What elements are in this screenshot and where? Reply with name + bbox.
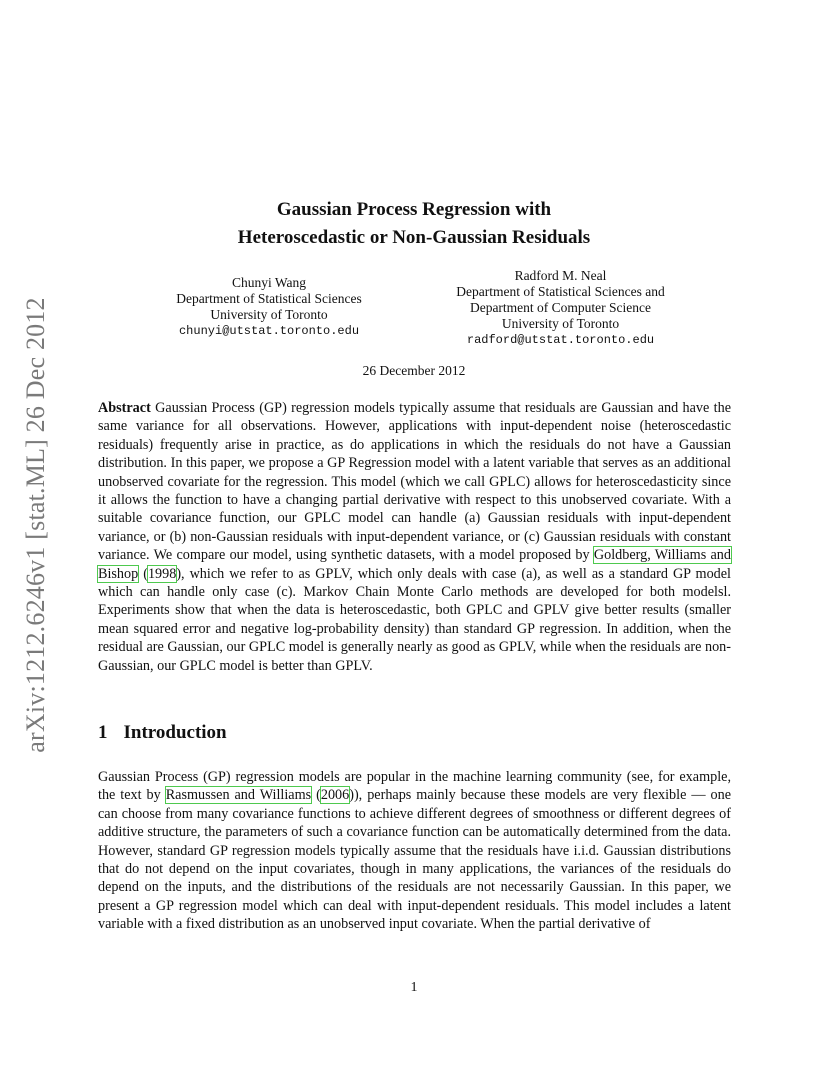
abstract-label: Abstract bbox=[98, 400, 151, 416]
citation-link-rasmussen[interactable]: Rasmussen and Williams bbox=[165, 787, 312, 804]
abstract-text: ( bbox=[138, 565, 148, 582]
author-university: University of Toronto bbox=[501, 316, 620, 331]
citation-year-link[interactable]: 1998 bbox=[147, 565, 177, 582]
abstract-text: Gaussian Process (GP) regression models typically assume that residuals are Gaussian and have the same variance for all observations. However, applications with input-dependent noise (heteroscedastic residuals) frequently arise in practice, as do applications in which the residuals do not have a Gaussian distribution. In this paper, we propose a GP Regression model with a latent variable that serves as an additional unobserved covariate for the regression. This model (which we call GPLC) allows for heteroscedasticity since it allows the function to have a changing partial derivative with respect to this unobserved covariate. With a suitable covariance function, our GPLC model can handle (a) Gaussian residuals with input-dependent variance, or (b) non-Gaussian residuals with input-dependent variance, or (c) Gaussian residuals with constant variance. We compare our model, using synthetic datasets, with a model proposed by bbox=[98, 400, 732, 564]
author-block-2 bbox=[438, 268, 683, 348]
author-department: Department of Statistical Sciences bbox=[176, 291, 362, 306]
author-department: Department of Statistical Sciences and bbox=[456, 284, 665, 299]
intro-text: Gaussian Process (GP) regression models are popular in the machine learning community (see, for example, the text by bbox=[98, 769, 731, 804]
author-university: University of Toronto bbox=[210, 307, 328, 322]
intro-text: )), perhaps mainly because these models are very flexible — one can choose from many covariance functions to achieve different degrees of smoothness or different degrees of additive structure, the parameters of such a covariance function can be automatically determined from the data. However, standard GP regression models typically assume that the residuals have i.i.d. Gaussian distributions that do not depend on the input covariates, though in many applications, the variances of the residuals do depend on the inputs, and the distributions of the residuals are not necessarily Gaussian. In this paper, we present a GP regression model which can deal with input-dependent residuals. This model includes a latent variable with a fixed distribution as an unobserved input covariate. When the partial derivative of bbox=[98, 787, 731, 933]
title-line-1: Gaussian Process Regression with bbox=[276, 199, 552, 220]
intro-text: ( bbox=[311, 787, 321, 804]
author-email: chunyi@utstat.toronto.edu bbox=[178, 324, 360, 338]
author-name: Radford M. Neal bbox=[514, 268, 607, 283]
abstract bbox=[98, 399, 731, 675]
paper-date: 26 December 2012 bbox=[362, 363, 466, 378]
abstract-text: ), which we refer to as GPLV, which only deals with case (a), as well as a standard GP model which can handle only case (c). Markov Chain Monte Carlo methods are developed for both modelsl. Experiments show that when the data is heteroscedastic, both GPLC and GPLV give better results (smaller mean squared error and negative log-probability density) than standard GP regression. In addition, when the residual are Gaussian, our GPLC model is generally nearly as good as GPLV, while when the residuals are non-Gaussian, our GPLC model is better than GPLV. bbox=[98, 565, 731, 674]
paper-title bbox=[0, 196, 828, 252]
citation-year-link[interactable]: 2006 bbox=[320, 787, 350, 804]
author-name: Chunyi Wang bbox=[231, 275, 307, 290]
author-department: Department of Computer Science bbox=[469, 300, 652, 315]
citation-link-goldberg[interactable]: Goldberg, Williams and Bishop bbox=[98, 547, 731, 582]
author-block-1 bbox=[160, 275, 378, 339]
section-title: Introduction bbox=[123, 722, 227, 743]
title-line-2: Heteroscedastic or Non-Gaussian Residuals bbox=[237, 227, 591, 248]
intro-paragraph bbox=[98, 768, 731, 934]
author-email: radford@utstat.toronto.edu bbox=[466, 333, 655, 347]
section-heading bbox=[98, 722, 227, 744]
arxiv-side-stamp: arXiv:1212.6246v1 [stat.ML] 26 Dec 2012 bbox=[21, 297, 50, 753]
page-number: 1 bbox=[410, 980, 418, 995]
section-number: 1 bbox=[98, 722, 108, 743]
